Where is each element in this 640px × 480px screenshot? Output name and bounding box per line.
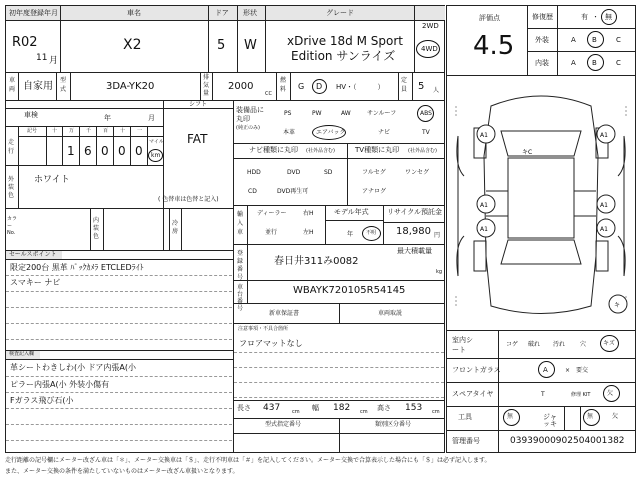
displacement: 2000 xyxy=(228,81,254,92)
jack-label: ジャッキ xyxy=(543,413,557,428)
persons-unit: 人 xyxy=(433,87,440,94)
navi-label: ナビ種類に丸印 xyxy=(249,146,298,154)
mgmt-label: 管理番号 xyxy=(452,437,480,445)
diag-label-5: A1 xyxy=(600,226,608,233)
reg-year: R02 xyxy=(12,35,38,50)
mile-label: マイル xyxy=(149,139,164,145)
tv-label: TV種類に丸印 xyxy=(355,146,400,154)
tv-fullseg: フルセグ xyxy=(362,169,386,176)
reg-month: 11 xyxy=(36,53,48,63)
fuel-hv: HV・（ ） xyxy=(336,83,385,91)
sales-line1: 限定200台 黒革 ﾊﾟｯｸｶﾒﾗ ETCLEDﾗｲﾄ xyxy=(10,263,144,272)
repair-dot: ・ xyxy=(592,13,599,21)
recycle-label: リサイクル預託金 xyxy=(387,208,443,216)
interior-seat-label: 室内シート xyxy=(452,336,473,354)
shape-label: 形状 xyxy=(243,9,257,17)
car-damage-diagram xyxy=(446,76,636,326)
interior-a: A xyxy=(571,59,576,67)
width-value: 182 xyxy=(333,403,351,413)
seat-option-4: キズ xyxy=(603,340,615,347)
jack-missing: 欠 xyxy=(612,413,619,420)
chassis-label: 車台番号 xyxy=(237,284,244,312)
door-label: ドア xyxy=(215,9,229,17)
length-value: 437 xyxy=(263,403,281,413)
equip-ps: PS xyxy=(284,110,292,117)
color: ホワイト xyxy=(34,175,70,185)
mileage-header-2: 万 xyxy=(69,128,75,134)
cc-unit: CC xyxy=(265,91,272,97)
import-label: 輸入車 xyxy=(237,211,244,236)
exterior-label: 外装 xyxy=(535,36,549,44)
caution-label: 注意事項・不具合箇所 xyxy=(238,326,289,332)
navi-sd: SD xyxy=(324,169,333,176)
grade-label: グレード xyxy=(326,9,354,17)
score-value: 4.5 xyxy=(473,31,515,61)
equip-aw: AW xyxy=(341,110,351,117)
height-value: 153 xyxy=(405,403,423,413)
class-number: 類別区分番号 xyxy=(375,421,412,428)
shape: W xyxy=(244,38,257,53)
seat-option-3: 穴 xyxy=(580,341,587,348)
shift: FAT xyxy=(187,132,208,146)
recycle-yen: 円 xyxy=(434,232,441,239)
model-year-label: モデル年式 xyxy=(334,208,369,216)
inspector-label: 検査記入欄 xyxy=(9,351,35,357)
vehicle-label: 車両 xyxy=(9,77,16,93)
car-name: X2 xyxy=(123,37,142,53)
drive-2wd: 2WD xyxy=(422,22,439,30)
interior-b: B xyxy=(592,59,597,67)
seat-option-2: 汚れ xyxy=(553,341,566,348)
shift-label: シフト xyxy=(189,101,208,108)
fg-a: A xyxy=(543,366,548,374)
tv-sub: (社外品含む) xyxy=(408,148,437,154)
mileage-header-4: 百 xyxy=(103,128,109,134)
diag-label-1: A1 xyxy=(600,132,608,139)
model-label: 型式 xyxy=(60,77,67,93)
spare-label: スペアタイヤ xyxy=(452,390,494,398)
footer-line1: 走行距離の記号欄にメーター改ざん車は「＊」、メーター交換車は「＄」、走行不明車は「＃」を記入してください。メーター交換で合算表示した場合にも「＄」は必ず記入します。 xyxy=(5,457,491,464)
insp-line1: 革シートわきしわ(小 ドア内張A(小 xyxy=(10,363,137,372)
insp-line3: Fガラス飛び石(小 xyxy=(10,396,74,405)
equip-airbag: エアバック xyxy=(316,129,346,136)
mileage-digit-2: 0 xyxy=(101,144,109,158)
km-label: km xyxy=(151,152,161,159)
mileage-digit-0: 1 xyxy=(67,144,75,158)
navi-sub: (社外品含む) xyxy=(306,148,335,154)
import-dealer: ディーラー xyxy=(257,210,287,217)
equip-navi: ナビ xyxy=(378,129,391,136)
diag-label-3: A1 xyxy=(600,202,608,209)
plate-value: 春日井311み0082 xyxy=(274,256,359,267)
seat-option-1: 破れ xyxy=(528,341,541,348)
footer-line2: また、メーター交換の条件を満たしていないものはメーター改ざん車扱いとなります。 xyxy=(5,468,239,475)
navi-dvd: DVD xyxy=(287,169,301,176)
doc-new-warranty: 新車保証書 xyxy=(269,310,300,317)
color-label: 外装色 xyxy=(8,176,15,199)
sales-line2: スマキー ナビ xyxy=(10,278,61,287)
grade-line2: Edition サンライズ xyxy=(291,49,396,63)
width-cm: cm xyxy=(360,409,368,415)
grade-line1: xDrive 18d M Sport xyxy=(287,34,403,48)
color-note: ( 色替車は色替と記入) xyxy=(158,196,219,203)
diag-label-0: A1 xyxy=(480,132,488,139)
diag-label-7: キ xyxy=(614,302,621,309)
interior-color-label: 内装色 xyxy=(93,217,100,240)
exterior-c: C xyxy=(616,36,621,44)
spare-none: 欠 xyxy=(607,390,614,397)
repair-no: 無 xyxy=(605,13,612,21)
import-right: 右H xyxy=(303,210,314,217)
cooler-label: 冷房 xyxy=(172,220,179,235)
import-parallel: 並行 xyxy=(265,229,278,236)
tv-oneseg: ワンセグ xyxy=(405,169,430,176)
mileage-digit-3: 0 xyxy=(118,144,126,158)
repair-label: 修復歴 xyxy=(532,13,553,21)
equipment-sub: (純正のみ) xyxy=(236,125,260,131)
displacement-label: 排気量 xyxy=(203,74,210,97)
equip-abs: ABS xyxy=(420,110,432,117)
equip-sunroof: サンルーフ xyxy=(367,110,397,117)
score-label: 評価点 xyxy=(479,14,500,22)
usage: 自家用 xyxy=(23,81,53,92)
mgmt-value: 03939000902504001382 xyxy=(510,436,625,446)
tools-label: 工具 xyxy=(458,413,472,421)
recycle-value: 18,980 xyxy=(396,226,431,237)
front-glass-label: フロントガラス xyxy=(452,366,501,374)
jack-value: 無 xyxy=(587,413,594,420)
fuel-g: G xyxy=(298,82,305,91)
sales-point-label: セールスポイント xyxy=(9,251,57,258)
month-unit: 月 xyxy=(49,56,59,66)
fuel-d: D xyxy=(316,82,323,91)
chassis-value: WBAYK720105R54145 xyxy=(293,285,406,296)
capacity: 5 xyxy=(418,81,425,92)
max-load-label: 最大積載量 xyxy=(397,247,432,255)
doors: 5 xyxy=(217,38,226,53)
equipment-label: 装備品に丸印 xyxy=(236,106,264,123)
mileage-header-3: 千 xyxy=(86,128,92,134)
doc-manual: 車両取説 xyxy=(378,310,403,317)
insp-line2: ピラー内張A(小 外装小傷有 xyxy=(10,380,110,389)
model: 3DA-YK20 xyxy=(106,81,155,92)
height-cm: cm xyxy=(432,409,440,415)
navi-dvd-play: DVD再生可 xyxy=(277,188,309,195)
inspection-label: 車検 xyxy=(24,111,38,119)
model-year-unknown: 不明 xyxy=(366,230,377,236)
equip-pw: PW xyxy=(312,110,322,117)
color-no-label: カラー No. xyxy=(7,216,18,236)
type-designation: 型式指定番号 xyxy=(265,421,302,428)
equip-leather: 本革 xyxy=(283,129,296,136)
repair-yes: 有 xyxy=(581,13,588,21)
length-cm: cm xyxy=(292,409,300,415)
reg-year-label: 初年度登録年月 xyxy=(9,9,58,17)
interior-label: 内装 xyxy=(535,59,549,67)
tv-analog: アナログ xyxy=(362,188,387,195)
drive-4wd: 4WD xyxy=(421,45,438,53)
mileage-header-1: 十 xyxy=(52,128,58,134)
inspection-month-unit: 月 xyxy=(148,114,155,122)
mileage-digit-1: 6 xyxy=(84,144,92,158)
import-left: 左H xyxy=(303,229,314,236)
mileage-header-0: 記号 xyxy=(27,128,38,134)
tools-value: 無 xyxy=(507,413,514,420)
spare-kit: 修理 KIT xyxy=(571,392,591,398)
model-year-unit: 年 xyxy=(347,231,354,238)
car-name-label: 車名 xyxy=(127,9,141,17)
max-load-kg: kg xyxy=(436,269,443,275)
fg-x: × 要交 xyxy=(565,367,589,374)
plate-label: 登録番号 xyxy=(237,250,244,281)
spare-t: T xyxy=(541,391,545,398)
seat-option-0: コゲ xyxy=(506,341,519,348)
interior-c: C xyxy=(616,59,621,67)
inspection-year-unit: 年 xyxy=(104,114,111,122)
mileage-label: 走行 xyxy=(8,139,15,155)
diag-label-2: A1 xyxy=(480,202,488,209)
equip-tv: TV xyxy=(422,129,430,136)
length-label: 長さ xyxy=(237,404,251,412)
navi-hdd: HDD xyxy=(247,169,261,176)
fuel-label: 燃料 xyxy=(280,77,287,93)
capacity-label: 定員 xyxy=(401,77,408,93)
exterior-a: A xyxy=(571,36,576,44)
mileage-header-5: 十 xyxy=(120,128,126,134)
mileage-digit-4: 0 xyxy=(135,144,143,158)
caution-value: フロアマットなし xyxy=(239,339,303,348)
exterior-b: B xyxy=(592,36,597,44)
height-label: 高さ xyxy=(377,404,391,412)
diag-label-4: A1 xyxy=(480,226,488,233)
width-label: 幅 xyxy=(312,404,319,412)
mileage-header-6: 一 xyxy=(137,128,143,134)
navi-cd: CD xyxy=(248,188,257,195)
diag-label-6: キC xyxy=(522,149,533,156)
